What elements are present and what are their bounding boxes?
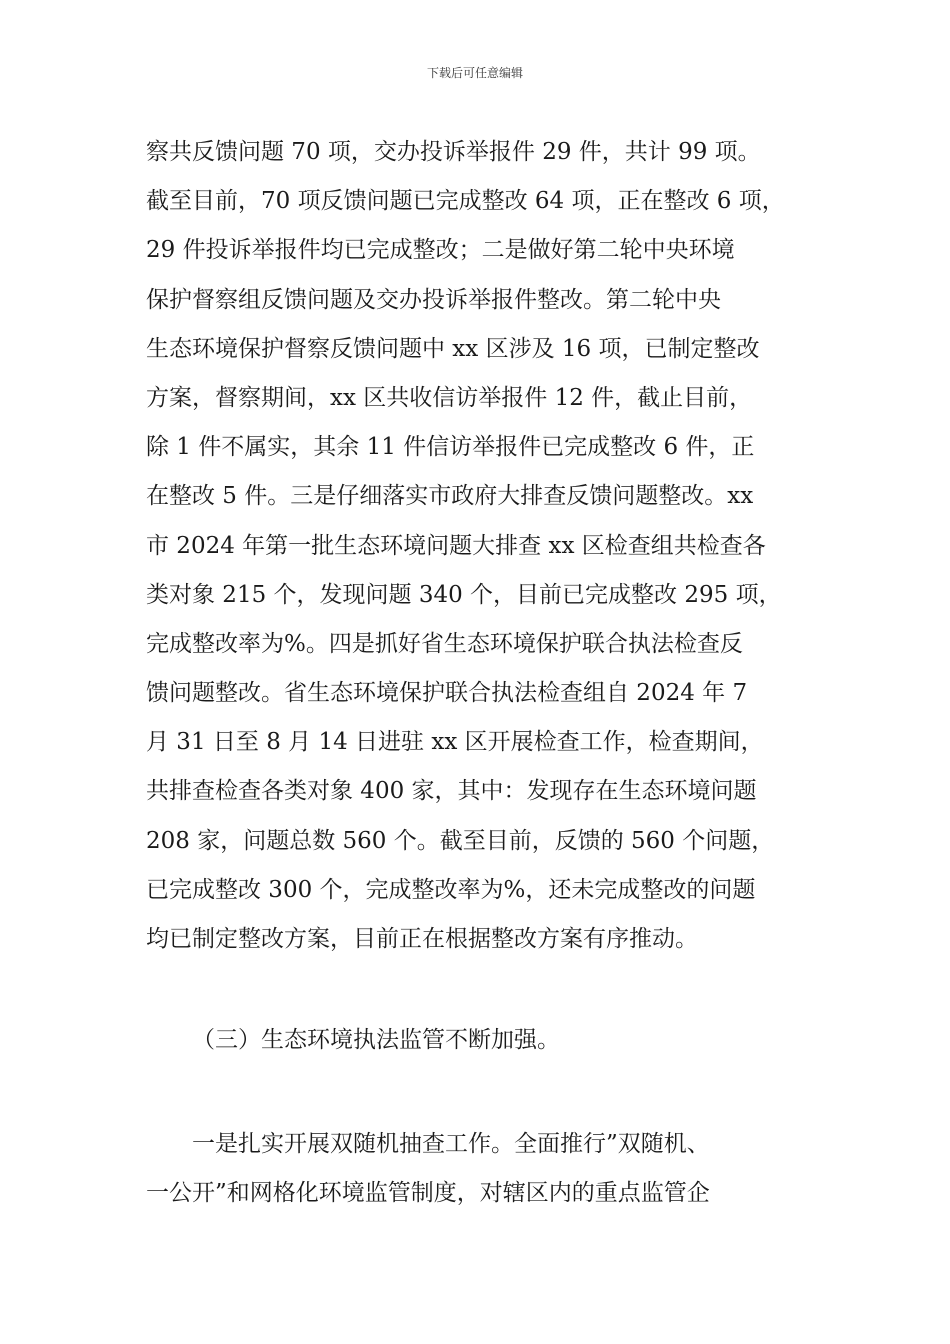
text-line: 截至目前，70 项反馈问题已完成整改 64 项，正在整改 6 项， xyxy=(146,188,785,215)
text-line: 类对象 215 个，发现问题 340 个，目前已完成整改 295 项， xyxy=(146,581,782,608)
text-line: 29 件投诉举报件均已完成整改；二是做好第二轮中央环境 xyxy=(146,237,735,264)
text-line: 方案，督察期间，xx 区共收信访举报件 12 件，截止目前， xyxy=(146,384,753,411)
text-line: 共排查检查各类对象 400 家，其中：发现存在生态环境问题 xyxy=(146,778,757,805)
text-line: 生态环境保护督察反馈问题中 xx 区涉及 16 项，已制定整改 xyxy=(146,335,760,362)
text-line: 均已制定整改方案，目前正在根据整改方案有序推动。 xyxy=(146,926,698,952)
page-header: 下载后可任意编辑 xyxy=(426,66,523,80)
text-line: 馈问题整改。省生态环境保护联合执法检查组自 2024 年 7 xyxy=(146,680,748,707)
text-line: 察共反馈问题 70 项，交办投诉举报件 29 件，共计 99 项。 xyxy=(146,139,761,165)
text-line: 一公开”和网格化环境监管制度，对辖区内的重点监管企 xyxy=(146,1180,710,1207)
paragraph-1 xyxy=(146,128,812,964)
text-line: 月 31 日至 8 月 14 日进驻 xx 区开展检查工作，检查期间， xyxy=(146,729,764,756)
section-heading: （三）生态环境执法监管不断加强。 xyxy=(192,1027,560,1053)
text-line: 完成整改率为%。四是抓好省生态环境保护联合执法检查反 xyxy=(146,630,743,657)
text-line: 在整改 5 件。三是仔细落实市政府大排查反馈问题整改。xx xyxy=(146,483,754,510)
text-line: 一是扎实开展双随机抽查工作。全面推行”双随机、 xyxy=(192,1131,710,1157)
text-line: 保护督察组反馈问题及交办投诉举报件整改。第二轮中央 xyxy=(146,286,721,313)
text-line: 市 2024 年第一批生态环境问题大排查 xx 区检查组共检查各 xyxy=(146,532,766,559)
text-line: 除 1 件不属实，其余 11 件信访举报件已完成整改 6 件，正 xyxy=(146,434,755,461)
paragraph-2 xyxy=(146,1120,812,1218)
text-line: 已完成整改 300 个，完成整改率为%，还未完成整改的问题 xyxy=(146,876,756,903)
text-line: 208 家，问题总数 560 个。截至目前，反馈的 560 个问题， xyxy=(146,827,775,854)
